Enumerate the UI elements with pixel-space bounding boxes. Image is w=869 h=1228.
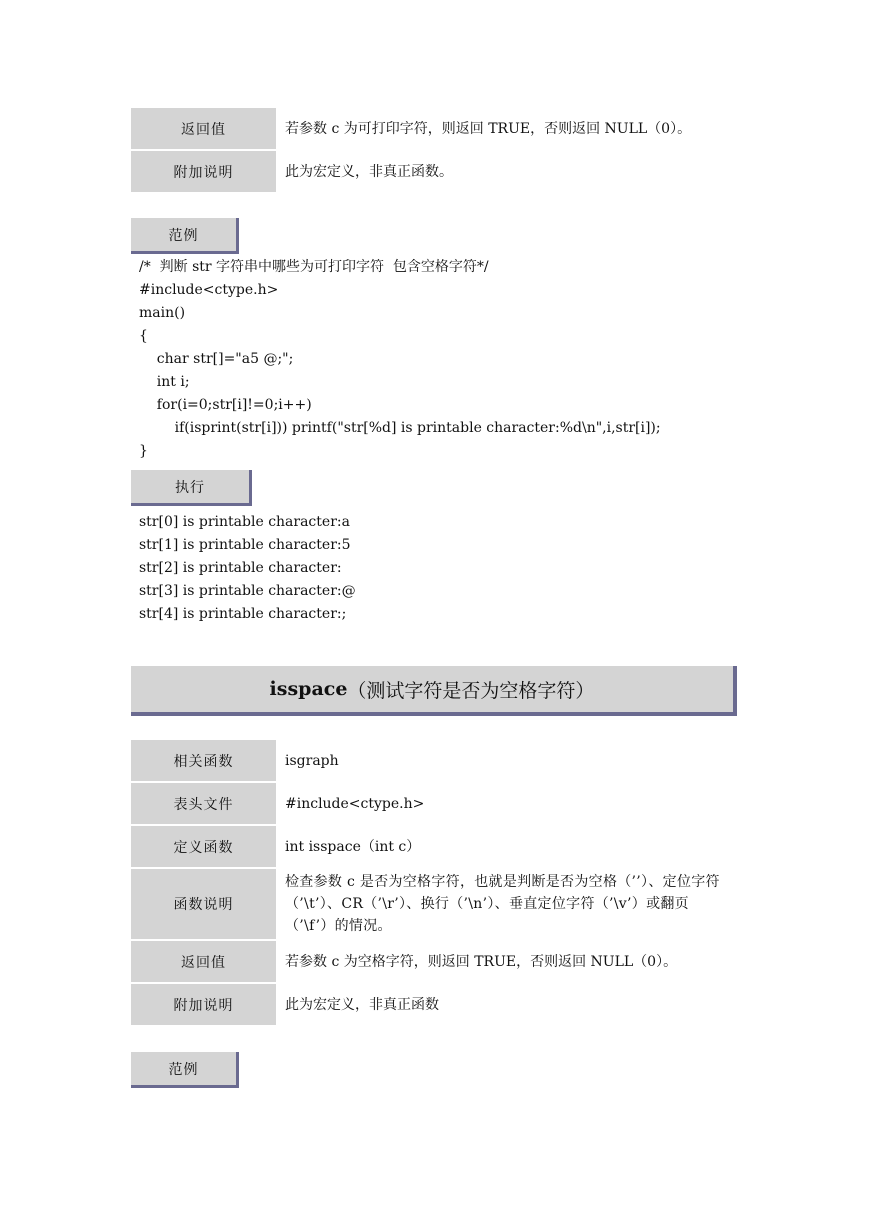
- row-label-return-value: 返回值: [131, 108, 276, 149]
- table-row: [131, 826, 737, 867]
- table-row: [131, 740, 737, 781]
- table-row: [131, 941, 737, 982]
- row-label-return-value: 返回值: [131, 941, 276, 982]
- run-output-block: [139, 511, 356, 626]
- row-value-header-file: #include<ctype.h>: [285, 795, 425, 812]
- code-line: for(i=0;str[i]!=0;i++): [139, 397, 312, 413]
- table-row: [131, 869, 737, 939]
- example-label: 范例: [131, 218, 239, 254]
- code-line: /* 判断 str 字符串中哪些为可打印字符 包含空格字符*/: [139, 259, 489, 275]
- row-value-notes: 此为宏定义，非真正函数。: [285, 163, 453, 180]
- output-line: str[4] is printable character:;: [139, 606, 347, 622]
- code-line: char str[]="a5 @;";: [139, 351, 294, 367]
- code-line: }: [139, 443, 148, 459]
- table-row: [131, 151, 737, 192]
- function-subtitle: （测试字符是否为空格字符）: [347, 679, 595, 702]
- output-line: str[2] is printable character:: [139, 560, 342, 576]
- row-value-return-value: 若参数 c 为可打印字符，则返回 TRUE，否则返回 NULL（0）。: [285, 120, 692, 137]
- row-label-notes: 附加说明: [131, 151, 276, 192]
- example-code-block: [139, 256, 661, 463]
- run-label: 执行: [131, 470, 252, 506]
- code-line: main(): [139, 305, 186, 321]
- row-label-description: 函数说明: [131, 869, 276, 939]
- function-name: isspace: [269, 678, 348, 700]
- row-value-definition: int isspace（int c）: [285, 838, 421, 855]
- code-line: {: [139, 328, 148, 344]
- table-row: [131, 783, 737, 824]
- section-title: [131, 666, 737, 716]
- example-label-2: 范例: [131, 1052, 239, 1088]
- row-label-header-file: 表头文件: [131, 783, 276, 824]
- row-label-definition: 定义函数: [131, 826, 276, 867]
- row-label-notes: 附加说明: [131, 984, 276, 1025]
- row-value-notes: 此为宏定义，非真正函数: [285, 996, 439, 1013]
- table-row: [131, 984, 737, 1025]
- table-row: [131, 108, 737, 149]
- isprint-info-table: [131, 108, 737, 194]
- code-line: int i;: [139, 374, 190, 390]
- isspace-info-table: [131, 740, 737, 1027]
- row-value-related-functions: isgraph: [285, 752, 339, 769]
- code-line: if(isprint(str[i])) printf("str[%d] is printable character:%d\n",i,str[i]);: [139, 420, 661, 436]
- row-value-return-value: 若参数 c 为空格字符，则返回 TRUE，否则返回 NULL（0）。: [285, 953, 678, 970]
- output-line: str[0] is printable character:a: [139, 514, 350, 530]
- code-line: #include<ctype.h>: [139, 282, 279, 298]
- output-line: str[1] is printable character:5: [139, 537, 351, 553]
- output-line: str[3] is printable character:@: [139, 583, 356, 599]
- row-label-related-functions: 相关函数: [131, 740, 276, 781]
- row-value-description: 检查参数 c 是否为空格字符，也就是判断是否为空格（’’）、定位字符（’\t’）、CR（’\r’）、换行（’\n’）、垂直定位字符（’\v’）或翻页（’\f’）的情况。: [285, 874, 720, 934]
